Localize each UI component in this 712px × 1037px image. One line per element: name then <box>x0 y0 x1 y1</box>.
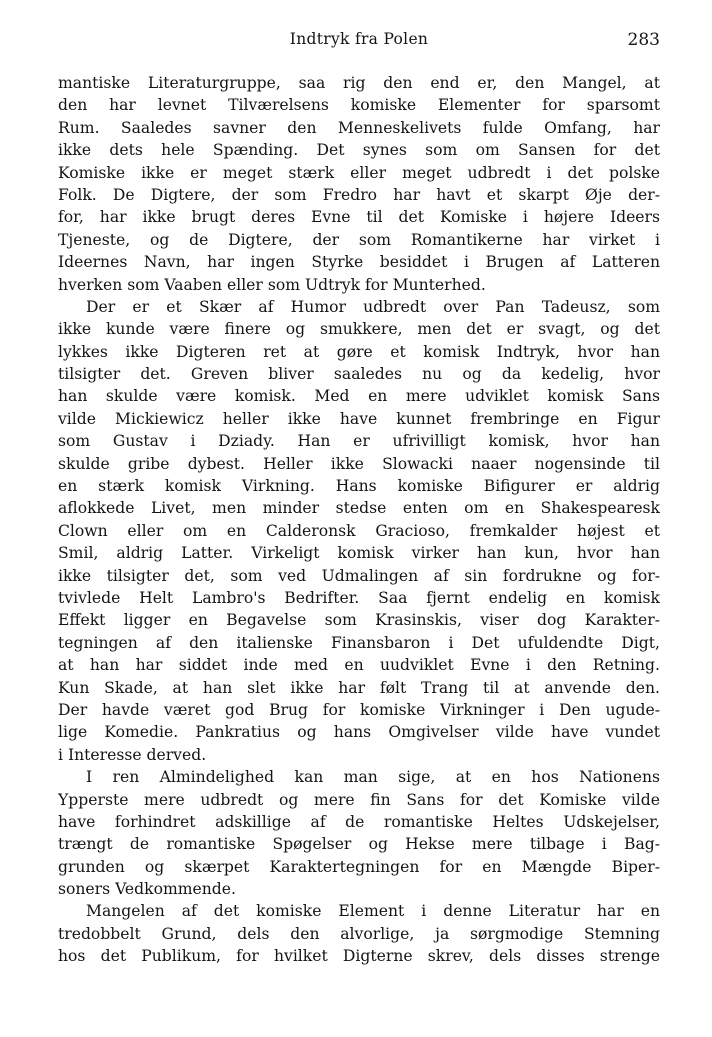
text-line: Smil, aldrig Latter. Virkeligt komisk virker han kun, hvor han <box>58 544 660 563</box>
text-line: I ren Almindelighed kan man sige, at en hos Nationens <box>86 768 660 787</box>
running-title: Indtryk fra Polen <box>289 30 429 48</box>
text-line: Clown eller om en Calderonsk Gracioso, fremkalder højest et <box>58 521 660 540</box>
text-line: som Gustav i Dziady. Han er ufrivilligt komisk, hvor han <box>58 432 660 451</box>
text-line: have forhindret adskillige af de romantiske Heltes Udskejelser, <box>58 812 660 831</box>
text-line: Der havde været god Brug for komiske Virkninger i Den ugude- <box>58 700 660 719</box>
text-line: Ypperste mere udbredt og mere fin Sans for det Komiske vilde <box>58 790 660 809</box>
text-line: en stærk komisk Virkning. Hans komiske Bifigurer er aldrig <box>58 477 660 496</box>
text-line: Folk. De Digtere, der som Fredro har havt et skarpt Øje der- <box>58 185 660 204</box>
text-line: tegningen af den italienske Finansbaron i Det ufuldendte Digt, <box>58 633 660 652</box>
text-line: hos det Publikum, for hvilket Digterne skrev, dels disses strenge <box>58 947 660 966</box>
text-line: han skulde være komisk. Med en mere udviklet komisk Sans <box>58 387 660 406</box>
text-line: Komiske ikke er meget stærk eller meget udbredt i det polske <box>58 163 660 182</box>
text-line: Mangelen af det komiske Element i denne Literatur har en <box>86 902 660 921</box>
text-line: tvivlede Helt Lambro's Bedrifter. Saa fjernt endelig en komisk <box>58 588 660 607</box>
text-line: tredobbelt Grund, dels den alvorlige, ja sørgmodige Stemning <box>58 924 660 943</box>
text-line: Ideernes Navn, har ingen Styrke besiddet i Brugen af Latteren <box>58 253 660 272</box>
text-line: ikke kunde være finere og smukkere, men det er svagt, og det <box>58 320 660 339</box>
page-header <box>58 30 660 56</box>
text-line: aflokkede Livet, men minder stedse enten om en Shakespearesk <box>58 499 660 518</box>
text-line: Kun Skade, at han slet ikke har følt Trang til at anvende den. <box>58 678 660 697</box>
text-line: i Interesse derved. <box>58 745 207 764</box>
text-line: grunden og skærpet Karaktertegningen for en Mængde Biper- <box>58 857 660 876</box>
text-line: vilde Mickiewicz heller ikke have kunnet frembringe en Figur <box>58 409 660 428</box>
text-line: Effekt ligger en Begavelse som Krasinskis, viser dog Karakter- <box>58 611 660 630</box>
text-line: trængt de romantiske Spøgelser og Hekse mere tilbage i Bag- <box>58 835 660 854</box>
text-line: skulde gribe dybest. Heller ikke Slowacki naaer nogensinde til <box>58 454 660 473</box>
text-line: mantiske Literaturgruppe, saa rig den end er, den Mangel, at <box>58 74 660 92</box>
text-line: ikke tilsigter det, som ved Udmalingen af sin fordrukne og for- <box>58 566 660 585</box>
text-line: lige Komedie. Pankratius og hans Omgivelser vilde have vundet <box>58 723 660 742</box>
body-text <box>58 72 660 968</box>
text-line: at han har siddet inde med en uudviklet Evne i den Retning. <box>58 656 660 675</box>
text-line: hverken som Vaaben eller som Udtryk for Munterhed. <box>58 275 486 294</box>
text-line: den har levnet Tilværelsens komiske Elementer for sparsomt <box>58 96 660 115</box>
text-line: soners Vedkommende. <box>58 880 236 899</box>
text-line: lykkes ikke Digteren ret at gøre et komisk Indtryk, hvor han <box>58 342 660 361</box>
text-line: tilsigter det. Greven bliver saaledes nu og da kedelig, hvor <box>58 365 660 384</box>
text-line: ikke dets hele Spænding. Det synes som om Sansen for det <box>58 141 660 160</box>
text-line: Rum. Saaledes savner den Menneskelivets fulde Omfang, har <box>58 118 660 137</box>
page-number: 283 <box>627 30 660 50</box>
text-line: for, har ikke brugt deres Evne til det Komiske i højere Ideers <box>58 208 660 227</box>
text-line: Tjeneste, og de Digtere, der som Romantikerne har virket i <box>58 230 660 249</box>
text-line: Der er et Skær af Humor udbredt over Pan Tadeusz, som <box>86 297 660 316</box>
